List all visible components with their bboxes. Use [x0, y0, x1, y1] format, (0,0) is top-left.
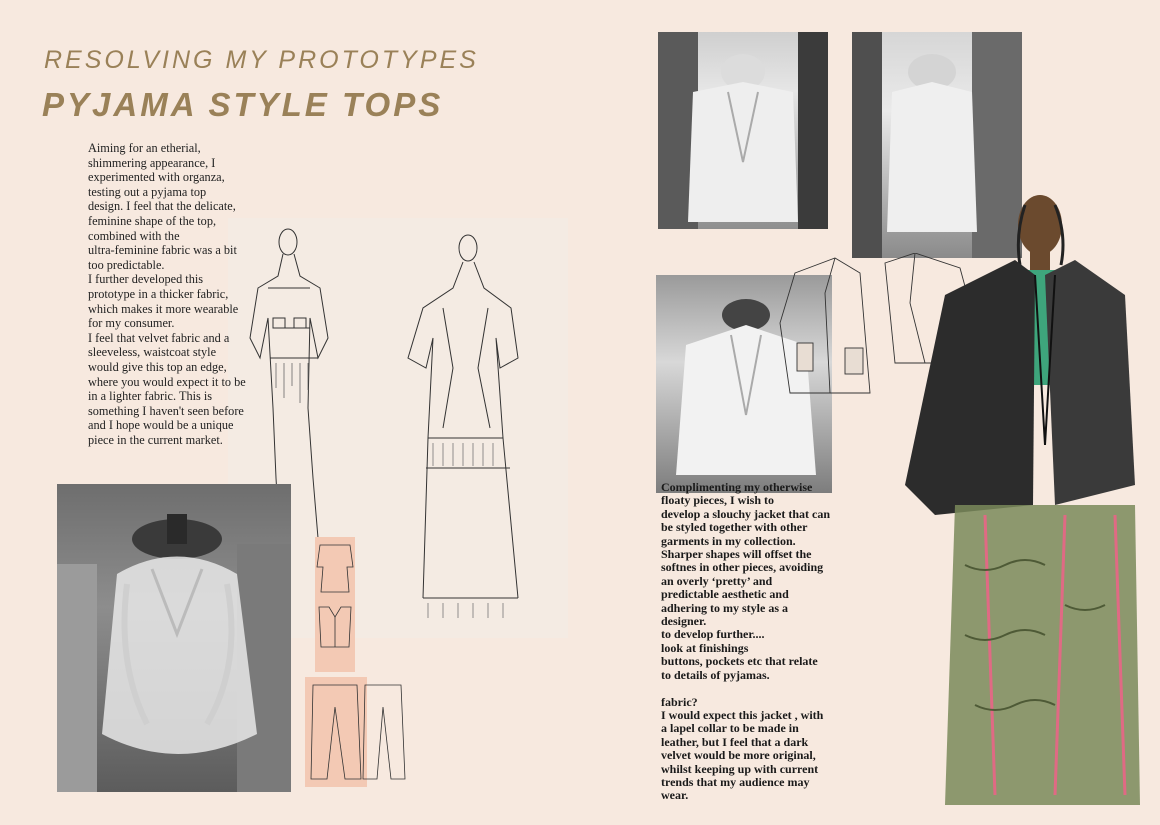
left-description: Aiming for an etherial, shimmering appearance, I experimented with organza, testing out a pyjama top design. I feel that the delicate, feminine shape of the top, combined with the ultra-feminine fabric was a bit too predictable. I further developed this prototype in a thicker fabric, which makes it more wearable for my consumer. I feel that velvet fabric and a sleeveless, waistcoat style would give this top an edge, where you would expect it to be in a lighter fabric. This is something I haven't seen before and I hope would be a unique piece in the current market. — [88, 141, 246, 447]
mannequin-illustration — [658, 32, 828, 229]
jacket-prototype-photo-1 — [658, 32, 828, 229]
fashion-illustration — [885, 185, 1155, 815]
right-description: Complimenting my otherwise floaty pieces, I wish to develop a slouchy jacket that can be styled together with other garments in my collection. Sharper shapes will offset the softnes in other pieces, avoiding an overly ‘pretty’ and predictable aesthetic and adhering to my style as a designer. to develop further.... look at finishings buttons, pockets etc that relate to details of pyjamas. fabric? I would expect this jacket , with a lapel collar to be made in leather, but I feel that a dark velvet would be more original, whilst keeping up with current trends that my audience may wear. — [661, 480, 830, 803]
technical-flats — [305, 537, 415, 787]
page-title: PYJAMA STYLE TOPS — [42, 86, 444, 123]
mannequin-illustration — [57, 484, 291, 792]
page-subtitle: RESOLVING MY PROTOTYPES — [44, 46, 479, 74]
organza-top-photo — [57, 484, 291, 792]
